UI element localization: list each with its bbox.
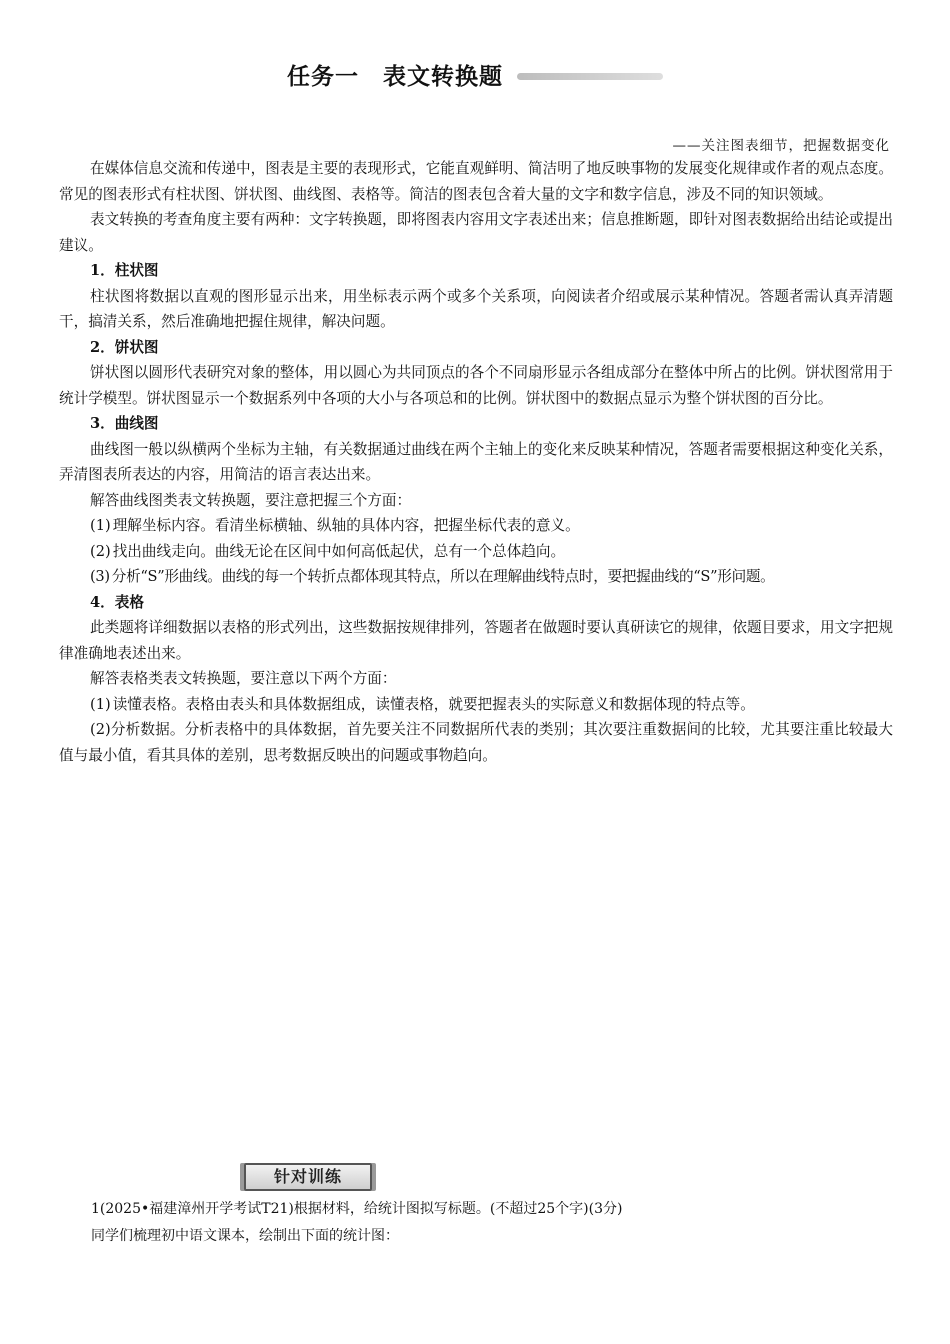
curve-point-3 bbox=[59, 564, 893, 590]
page-header bbox=[0, 58, 950, 92]
table-point-1 bbox=[59, 692, 893, 718]
question-material: 同学们梳理初中语文课本，绘制出下面的统计图： bbox=[91, 1228, 399, 1244]
point-text: 找出曲线走向。曲线无论在区间中如何高低起伏，总有一个总体趋向。 bbox=[112, 542, 566, 560]
intro-paragraph-2: 表文转换的考查角度主要有两种：文字转换题，即将图表内容用文字表述出来；信息推断题，即针对图表数据给出结论或提出建议。 bbox=[59, 211, 893, 254]
table-point-2 bbox=[59, 717, 893, 768]
section-body-curve: 曲线图一般以纵横两个坐标为主轴，有关数据通过曲线在两个主轴上的变化来反映某种情况，答题者需要根据这种变化关系，弄清图表所表达的内容，用简洁的语言表达出来。 bbox=[59, 440, 893, 483]
question-text: 1(2025•福建漳州开学考试T21)根据材料，给统计图拟写标题。(不超过25个字)(3分) bbox=[91, 1201, 623, 1217]
section-body-table: 此类题将详细数据以表格的形式列出，这些数据按规律排列，答题者在做题时要认真研读它的规律，依题目要求，用文字把规律准确地表述出来。 bbox=[59, 619, 893, 662]
point-text: 分析“S”形曲线。曲线的每一个转折点都体现其特点，所以在理解曲线特点时，要把握曲线的“S”形问题。 bbox=[111, 568, 775, 585]
point-number: (1) bbox=[90, 517, 111, 534]
point-number: (2) bbox=[90, 542, 111, 560]
page-subtitle: ——关注图表细节，把握数据变化 bbox=[672, 138, 890, 154]
curve-point-2 bbox=[59, 539, 893, 565]
point-number: (3) bbox=[90, 568, 110, 585]
page-title: 任务一 表文转换题 bbox=[287, 64, 503, 90]
section-heading-pie: 2．饼状图 bbox=[90, 338, 159, 356]
point-number: (2) bbox=[90, 721, 111, 738]
practice-question-block bbox=[91, 1196, 891, 1250]
title-decoration-bar bbox=[517, 73, 663, 80]
point-text: 理解坐标内容。看清坐标横轴、纵轴的具体内容，把握坐标代表的意义。 bbox=[112, 517, 580, 534]
curve-point-1 bbox=[59, 513, 893, 539]
section-lead-curve: 解答曲线图类表文转换题，要注意把握三个方面： bbox=[90, 491, 412, 509]
point-text: 读懂表格。表格由表头和具体数据组成，读懂表格，就要把握表头的实际意义和数据体现的特点等。 bbox=[112, 695, 755, 713]
section-body-pie: 饼状图以圆形代表研究对象的整体，用以圆心为共同顶点的各个不同扇形显示各组成部分在整体中所占的比例。饼状图常用于统计学模型。饼状图显示一个数据系列中各项的大小与各项总和的比例。饼状图中的数据点显示为整个饼状图的百分比。 bbox=[59, 364, 893, 407]
point-text: 分析数据。分析表格中的具体数据，首先要关注不同数据所代表的类别；其次要注重数据间的比较，尤其要注重比较最大值与最小值，看其具体的差别，思考数据反映出的问题或事物趋向。 bbox=[59, 721, 893, 764]
section-heading-table: 4．表格 bbox=[90, 593, 144, 611]
section-heading-curve: 3．曲线图 bbox=[90, 415, 159, 432]
section-heading-bar: 1．柱状图 bbox=[90, 262, 159, 279]
point-number: (1) bbox=[90, 695, 111, 713]
main-content bbox=[59, 156, 893, 768]
practice-badge-wrap bbox=[240, 1163, 374, 1189]
practice-badge: 针对训练 bbox=[244, 1163, 372, 1191]
section-body-bar: 柱状图将数据以直观的图形显示出来，用坐标表示两个或多个关系项，向阅读者介绍或展示某种情况。答题者需认真弄清题干，搞清关系，然后准确地把握住规律，解决问题。 bbox=[59, 287, 893, 330]
intro-paragraph-1: 在媒体信息交流和传递中，图表是主要的表现形式，它能直观鲜明、简洁明了地反映事物的发展变化规律或作者的观点态度。常见的图表形式有柱状图、饼状图、曲线图、表格等。简洁的图表包含着大量的文字和数字信息，涉及不同的知识领域。 bbox=[59, 160, 893, 203]
section-lead-table: 解答表格类表文转换题，要注意以下两个方面： bbox=[90, 670, 397, 687]
